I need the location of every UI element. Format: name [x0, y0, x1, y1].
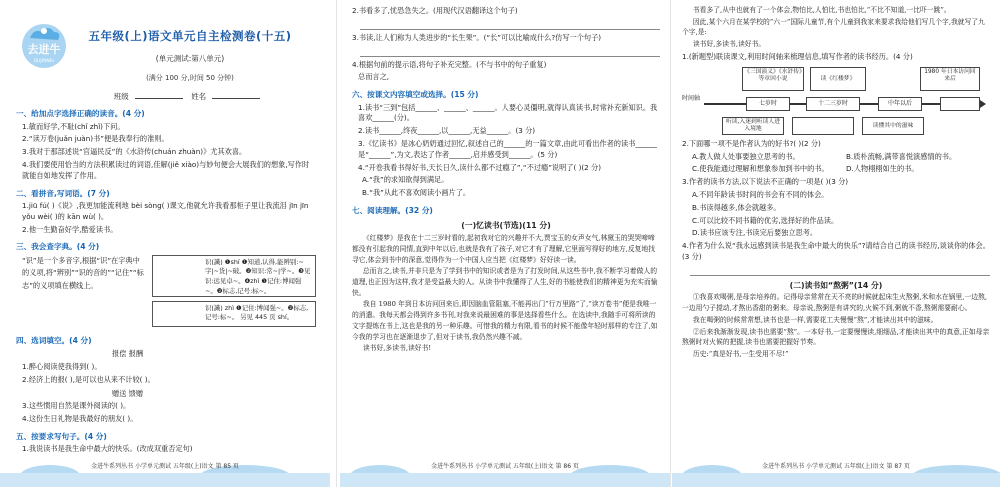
passage-paragraph: ②后来我渐渐发现,读书也需要“熬”。一本好书,一定要慢慢读,细细品,才能读出其中的真意,正如母亲熬粥时对火候的把握,读书也需要把握好节奏。	[682, 327, 990, 347]
passage-paragraph: 读书好,多读书,读好书!	[362, 344, 432, 353]
page-footer: 金进牛系列丛书 小学单元测试 五年级(上)语文 第 87 页	[672, 459, 1000, 487]
question: 1.(新题型)联读课文,利用时间轴来梳理信息,填写作者的读书经历。(4 分)	[682, 51, 913, 61]
class-field[interactable]	[135, 91, 183, 99]
question: 2.“读万卷(juǎn juàn)书”便是我奉行的准则。	[22, 134, 169, 144]
option: A.教人做人处事要独立思考的书。	[692, 151, 800, 161]
passage-paragraph: 因此,某个六月在某学校的“六一”国际儿童节,有个儿童到我家来要求我给他们写几个字,我就写了九个字,是:	[682, 17, 985, 37]
page-divider	[670, 0, 671, 487]
question: “识”是一个多音字,根据“识”在字典中的义项,将“辨别”“识的音的”“记住”“标志”的义项填在横线上。	[22, 255, 144, 290]
passage-paragraph: 《红楼梦》是我在十二三岁时看的,起初我对它的兴趣并不大,贾宝玉的女声女气,林黛玉的哭哭啼啼都没有引起我的同情,直到中年以后,也就是我有了孩子,对它才有了理解,它里面写得好的地方,反复地找寻它,体会到书中的深意,觉得作为一个中国人应当把《红楼梦》好好读一读。	[352, 234, 656, 264]
svg-text:去进牛: 去进牛	[27, 43, 61, 56]
answer-line[interactable]	[360, 20, 660, 30]
section-2-heading: 二、看拼音,写词语。(7 分)	[16, 188, 110, 198]
question: 1.我说读书是我生命中最大的快乐。(改成双重否定句)	[22, 444, 193, 454]
section-1-heading: 一、给加点字选择正确的读音。(4 分)	[16, 109, 145, 119]
question: 4.根据句前的提示语,将句子补充完整。(不与书中的句子重复)	[352, 59, 547, 69]
option: D.读书应该专注,书读完后要独立思考。	[692, 228, 818, 238]
option-group	[682, 150, 990, 176]
answer-line[interactable]	[360, 47, 660, 57]
passage-paragraph: 读书好,多读书,读好书。	[692, 40, 766, 49]
dictionary-entry-1: 识(識) ❶shí ❶知道,认得,能辨别:~字|~货|~破。❷知识:常~|学~。❸见识:远见卓~。❹zhì ❶记住:博闻强~。❷标志,记号:标~。	[152, 255, 316, 297]
question: 4.“开卷我看书得好书,天长日久,读什么都不过瘾了”,“不过瘾”说明了( )(2 分)	[358, 162, 602, 172]
timeline-feeling-2: 读懂其中的滋味	[862, 117, 924, 135]
passage-paragraph: 我自 1980 年到日本访问回来后,即因脑血管阻塞,不能再出门“行万里路”了,“读万卷书”便是我唯一的消遣。我每天都会得到许多书刊,对我来说最困难的事是选择看些什么。在选读中,我随手可将所读的文字提炼在书上,这也是我的另一种乐趣。可惜我的精力有限,看书的时候不能像年轻时那样的专注了,如今我的学习也在逐渐退步了,但对于读书,我仍然兴趣不减。	[352, 300, 658, 341]
section-5-heading: 五、按要求写句子。(4 分)	[16, 431, 107, 441]
option: A.不同年龄读书时间的书会有不同的体会。	[692, 189, 829, 199]
page-divider	[336, 0, 337, 487]
page-86	[340, 0, 670, 487]
page-title: 五年级(上)语文单元自主检测卷(十五)	[88, 29, 292, 43]
timeline-label: 时间轴	[682, 94, 701, 102]
question: 3.我对于那部述说“官逼民反”的《水浒传(chuán zhuàn)》尤其欢喜。	[22, 147, 247, 157]
option: A.“我”的求知欲得到满足。	[362, 175, 449, 185]
section-4-heading: 四、选词填空。(4 分)	[16, 335, 92, 345]
svg-text:QUJINNIU: QUJINNIU	[33, 59, 55, 64]
timeline-stage: 中年以后	[878, 97, 922, 111]
option: B.质朴流畅,满带喜悦演感情的书。	[846, 151, 957, 161]
question: 1.醉心阅读使我得到( )。	[22, 361, 102, 371]
timeline-stage: 七岁时	[746, 97, 790, 111]
section-7-heading: 七、阅读理解。(32 分)	[352, 205, 433, 215]
score-time: (满分 100 分,时间 50 分钟)	[146, 73, 234, 82]
question: 3.书读,让人们称为人类进步的“长生果”。(“长”可以比喻成什么?仿写一个句子)	[352, 32, 602, 42]
option: C.使我能通过理解和想象参加到书中的书。	[692, 164, 829, 174]
passage-paragraph: ①我喜欢喝粥,是母亲培养的。记得母亲常常在天不亮的时候就起床生火熬粥,米和水在锅里,一边熬,一边用勺子搅动,才熬出香甜的粥来。母亲说,熬粥是有讲究的,火候不到,粥就不香,熬粥需要耐心。	[682, 293, 987, 313]
timeline-arrow-icon	[980, 100, 986, 108]
question: 2.读书______,终夜______,以______,无益______。(3 分)	[358, 126, 536, 136]
word-choices: 赠送 馈赠	[112, 388, 144, 398]
question: 1.jiū fú( )《说》,我更加能流利地 bèi sòng( )课文,他就允许我看那柜子里让我流泪 jīn jīn yǒu wèi( )的 kān wù( )。	[22, 201, 309, 221]
question: 3.作者的读书方法,以下说法不正确的一项是( )(3 分)	[682, 177, 849, 187]
page-footer: 金进牛系列丛书 小学单元测试 五年级(上)语文 第 86 页	[340, 459, 670, 487]
timeline-book-1: 《三国演义》《水浒传》等章回小说	[742, 67, 804, 91]
page-87	[672, 0, 1000, 487]
unit-subtitle: (单元测试:第八单元)	[155, 54, 225, 64]
section-6-heading: 六、按课文内容填空或选择。(15 分)	[352, 90, 479, 100]
option: D.人物栩栩如生的书。	[846, 164, 919, 174]
question: 2.经济上的报( ),是可以也从来不计较( )。	[22, 374, 155, 384]
question: 4.我们要使用恰当的方法积累读过的词语,佳解(jiě xiào)与妙句便会大展我们的想象,写作时就能自如地发挥了作用。	[22, 160, 310, 180]
section-3-heading: 三、我会查字典。(4 分)	[16, 242, 100, 252]
question: 4.这份生日礼物是我最好的朋友( )。	[22, 414, 138, 424]
question: 总而言之,	[358, 72, 390, 82]
page-footer: 金进牛系列丛书 小学单元测试 五年级(上)语文 第 85 页	[0, 459, 330, 487]
timeline-book-2: 读《红楼梦》	[810, 67, 866, 91]
answer-line[interactable]	[690, 266, 990, 276]
timeline-stage-blank[interactable]	[940, 97, 980, 111]
dictionary-entry-2: 识(識) zhì ❶记住:博闻强~。❷标志,记号:标~。 另见 445 页 shí。	[152, 301, 316, 327]
timeline-feeling-1: 听读,入迷到听读人进入境地	[722, 117, 784, 135]
option: B.书读得越多,体会就越多。	[692, 202, 781, 212]
timeline-book-3: 1980 年日本访问回来后	[920, 67, 980, 91]
name-label: 姓名	[191, 92, 207, 101]
timeline-stage: 十二三岁时	[806, 97, 860, 111]
question: 4.作者为什么说“我永远感到读书是我生命中最大的快乐”?请结合自己的读书经历,谈谈你的体会。(3 分)	[682, 241, 990, 261]
option: C.可以比较不同书籍的优劣,选择好的作品读。	[692, 215, 839, 225]
question: 2.他一生勤奋好学,酷爱读书。	[22, 224, 118, 234]
reading-title: (一)忆读书(节选)(11 分)	[461, 221, 551, 231]
question: 2.下面哪一项不是作者认为的好书?( )(2 分)	[682, 138, 821, 148]
timeline-feeling-blank[interactable]	[792, 117, 854, 135]
word-choices: 报偿 报酬	[112, 349, 144, 359]
passage-paragraph: 历史:“真是好书,一生受用不尽!”	[692, 350, 789, 359]
passage-paragraph: 我在喝粥的时候常常想,读书也是一样,需要花工夫慢慢“熬”,才能读出其中的滋味。	[692, 315, 938, 324]
question: 3.这些惯用自然是课外阅读的( )。	[22, 401, 131, 411]
class-label: 班级	[113, 92, 129, 101]
question: 2.书看多了,忧恐急失之。(用现代汉语翻译这个句子)	[352, 6, 518, 15]
reading-timeline	[682, 67, 990, 137]
question: 1.敏而好学,不耻(chǐ zhǐ)下问。	[22, 121, 125, 131]
passage-paragraph: 书看多了,从中也就有了一个体会,物怕比,人怕比,书也怕比,“不比不知道,一比吓一跳”。	[692, 6, 951, 14]
question: 1.读书“三到”包括______、______、______。人要心灵僵明,就得认真读书,时常补充新知识。我喜欢______(分)。	[358, 102, 658, 123]
question: 3.《忆读书》是冰心奶奶通过回忆,叙述自己的______的一篇文章,由此可看出作者的读书______是“______”,为文,表达了作者______,启并感受到______。(5 分)	[358, 138, 657, 159]
brand-logo-icon	[20, 22, 68, 70]
passage-paragraph: 总而言之,读书,并非只是为了学到书中的知识或者是为了打发时间,从这些书中,我不断学习着做人的道理,也正因为这样,我才是受益最大的人。从读书中我懂得了人生,好的书能使我们的精神更为充实而愉快。	[352, 267, 658, 297]
reading-title: (二)读书如“熬粥”(14 分)	[789, 280, 883, 290]
student-fields	[64, 91, 316, 102]
option: B.“我”从此不喜欢阅读小画片了。	[362, 188, 471, 198]
name-field[interactable]	[212, 91, 260, 99]
page-85	[0, 0, 330, 487]
dictionary-block	[16, 255, 316, 329]
